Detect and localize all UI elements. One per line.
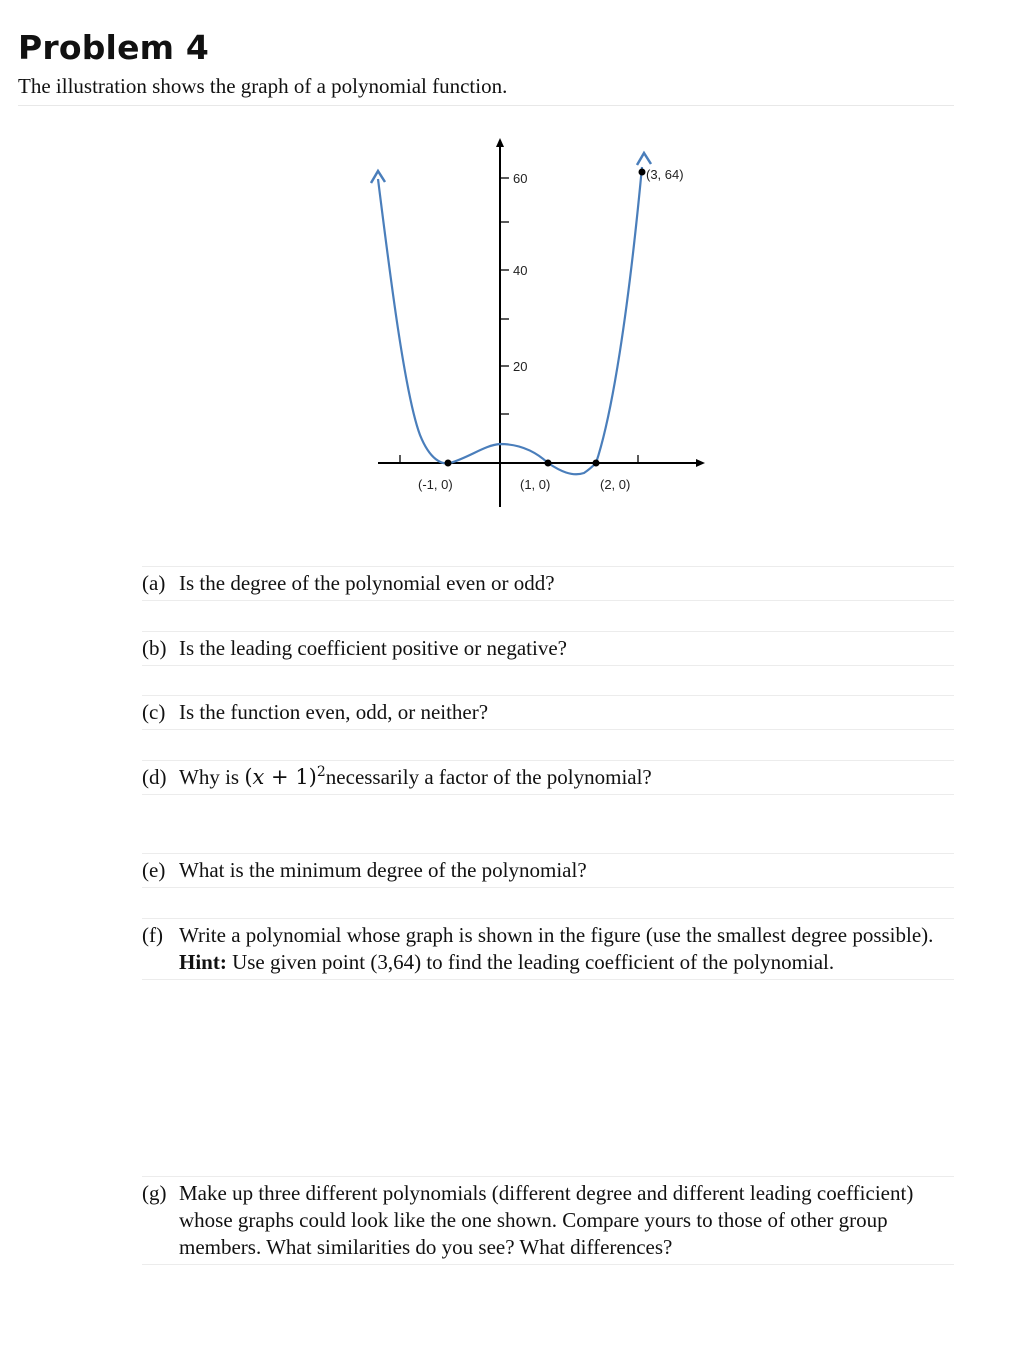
y-ticks: [500, 178, 509, 414]
question-f-text2: Use given point (3,64) to find the leading coefficient of the polynomial.: [226, 950, 835, 974]
math-open: (: [244, 765, 253, 789]
point-label-neg1-0: (-1, 0): [418, 477, 453, 492]
question-b: [142, 631, 954, 666]
math-var: x: [252, 765, 265, 789]
y-tick-label-20: 20: [513, 359, 528, 374]
question-d-post: necessarily a factor of the polynomial?: [325, 765, 652, 789]
question-label: (g): [142, 1181, 167, 1205]
question-text: Make up three different polynomials (different degree and different leading coefficient) whose graphs could look like the one shown. Compare yours to those of other group members. What similarities do you see? What differences?: [179, 1181, 914, 1259]
question-text: What is the minimum degree of the polynomial?: [179, 858, 587, 882]
question-label: (e): [142, 858, 166, 882]
math-exponent: 2: [316, 764, 326, 780]
question-f-text1: Write a polynomial whose graph is shown in the figure (use the smallest degree possible).: [179, 923, 934, 947]
y-tick-label-60: 60: [513, 171, 528, 186]
point-3-64: [639, 169, 646, 176]
point-label-2-0: (2, 0): [600, 477, 631, 492]
question-e: [142, 853, 954, 888]
problem-title: Problem 4: [18, 28, 210, 67]
y-tick-label-40: 40: [513, 263, 528, 278]
point-1-0: [545, 460, 552, 467]
question-c: [142, 695, 954, 730]
question-text: Is the degree of the polynomial even or odd?: [179, 571, 555, 595]
math-plus: + 1): [264, 765, 317, 789]
question-label: (a): [142, 571, 166, 595]
polynomial-curve: [378, 167, 642, 474]
polynomial-graph: [360, 135, 710, 510]
question-label: (c): [142, 700, 166, 724]
y-axis-arrow-icon: [496, 138, 504, 147]
question-d: [142, 760, 954, 795]
point-neg1-0: [445, 460, 452, 467]
question-a: [142, 566, 954, 601]
hint-label: Hint:: [179, 950, 227, 974]
point-label-3-64: (3, 64): [646, 167, 684, 182]
point-2-0: [593, 460, 600, 467]
question-f: [142, 918, 954, 980]
question-label: (b): [142, 636, 167, 660]
x-axis-arrow-icon: [696, 459, 705, 467]
question-text: [179, 922, 954, 976]
intro-text: The illustration shows the graph of a polynomial function.: [18, 74, 954, 106]
question-text: Is the function even, odd, or neither?: [179, 700, 489, 724]
question-label: (d): [142, 765, 167, 789]
question-d-pre: Why is: [179, 765, 245, 789]
question-label: (f): [142, 923, 163, 947]
question-text: Is the leading coefficient positive or negative?: [179, 636, 567, 660]
math-expression: [244, 765, 325, 789]
point-label-1-0: (1, 0): [520, 477, 551, 492]
question-g: [142, 1176, 954, 1265]
question-text: [179, 764, 954, 791]
curve-arrow-right-icon: [637, 153, 651, 165]
